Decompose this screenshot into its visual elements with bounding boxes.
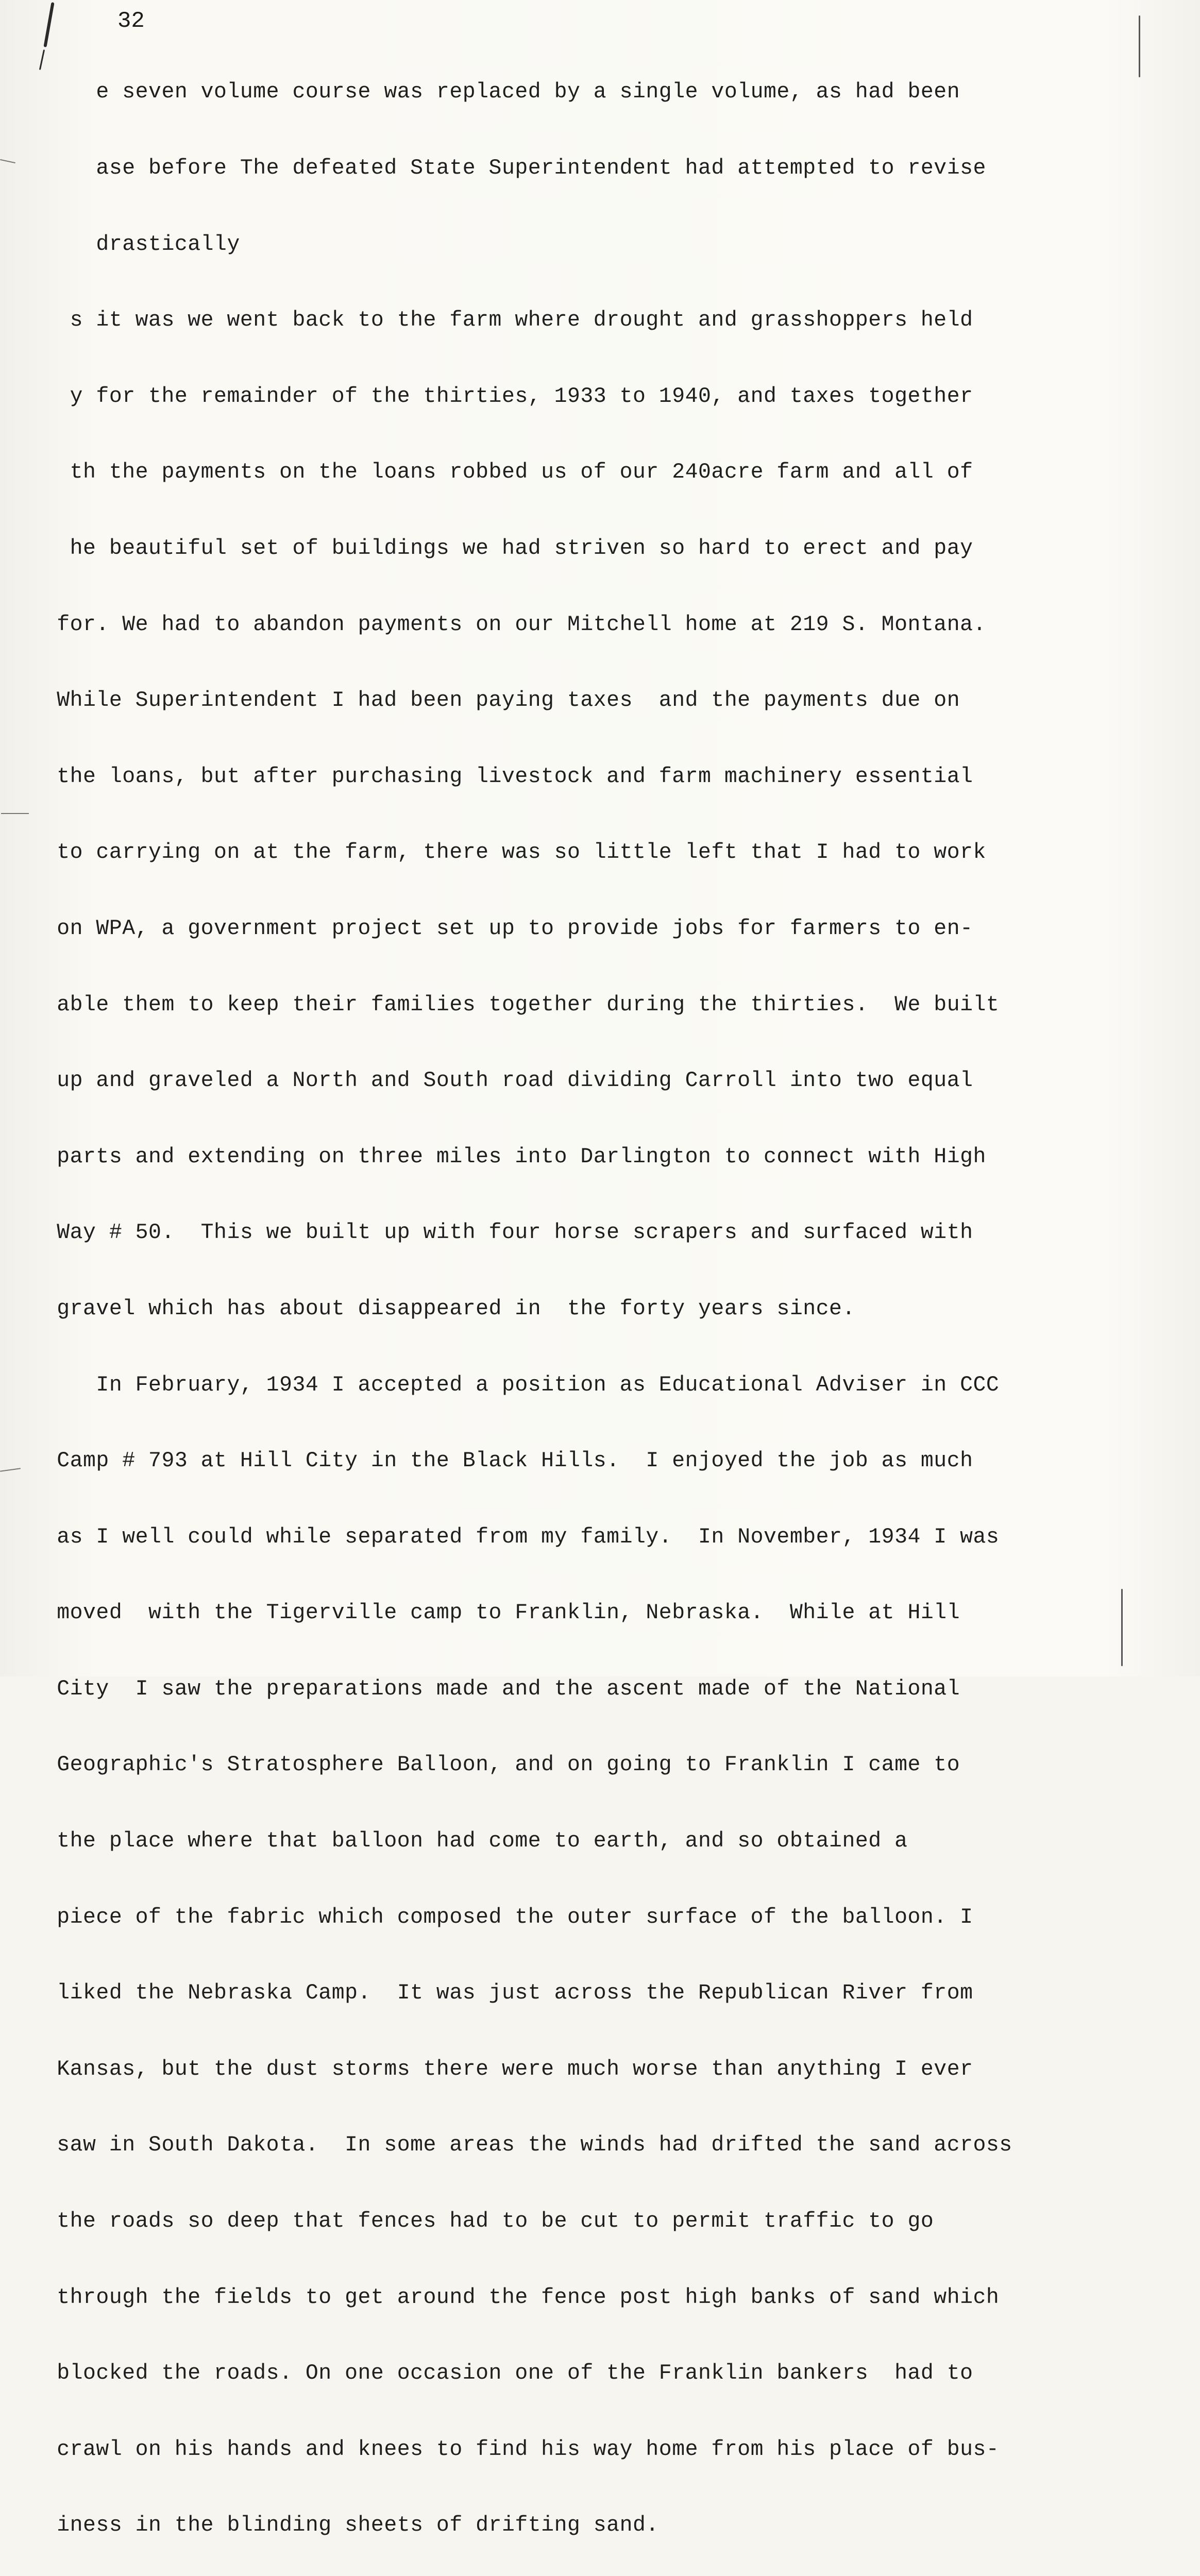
text-line: While Superintendent I had been paying taxes and the payments due on [18,688,960,713]
text-line: gravel which has about disappeared in the forty years since. [18,1296,855,1321]
text-line: as I well could while separated from my family. In November, 1934 I was [18,1524,1000,1549]
text-line: the place where that balloon had come to earth, and so obtained a [18,1829,908,1854]
text-line: parts and extending on three miles into Darlington to connect with High [18,1144,986,1169]
text-line: the loans, but after purchasing livestock and farm machinery essential [18,764,973,789]
text-line: ase before The defeated State Superintendent had attempted to revise [18,156,986,180]
text-line: s it was we went back to the farm where drought and grasshoppers held [18,308,973,333]
text-line: able them to keep their families together during the thirties. We built [18,992,1000,1017]
text-line: Way # 50. This we built up with four horse scrapers and surfaced with [18,1221,973,1245]
text-line: th the payments on the loans robbed us of our 240acre farm and all of [18,460,973,485]
text-line: crawl on his hands and knees to find his way home from his place of bus- [18,2437,1000,2462]
text-line: piece of the fabric which composed the outer surface of the balloon. I [18,1905,973,1929]
text-line: y for the remainder of the thirties, 1933 to 1940, and taxes together [18,384,973,409]
text-line: the roads so deep that fences had to be cut to permit traffic to go [18,2209,934,2234]
text-line: iness in the blinding sheets of drifting sand. [18,2513,659,2538]
text-line: saw in South Dakota. In some areas the winds had drifted the sand across [18,2133,1012,2158]
text-line: to carrying on at the farm, there was so little left that I had to work [18,840,986,865]
text-line: drastically [18,232,240,257]
text-line: blocked the roads. On one occasion one of the Franklin bankers had to [18,2361,973,2386]
body-text [18,29,1187,2576]
text-line: liked the Nebraska Camp. It was just across the Republican River from [18,1981,973,2006]
text-line: on WPA, a government project set up to provide jobs for farmers to en- [18,916,973,941]
margin-tick [0,159,15,163]
text-line: through the fields to get around the fence post high banks of sand which [18,2285,1000,2310]
text-line: moved with the Tigerville camp to Franklin, Nebraska. While at Hill [18,1601,960,1625]
text-line: he beautiful set of buildings we had striven so hard to erect and pay [18,536,973,561]
text-line: City I saw the preparations made and the ascent made of the National [18,1676,960,1701]
page-number: 32 [117,8,145,34]
text-line: e seven volume course was replaced by a single volume, as had been [18,80,960,105]
text-line: up and graveled a North and South road dividing Carroll into two equal [18,1069,973,1093]
text-line: Kansas, but the dust storms there were much worse than anything I ever [18,2057,973,2081]
text-line: Geographic's Stratosphere Balloon, and on going to Franklin I came to [18,1753,960,1777]
text-line: for. We had to abandon payments on our Mitchell home at 219 S. Montana. [18,612,986,637]
text-line: In February, 1934 I accepted a position as Educational Adviser in CCC [18,1372,1000,1397]
text-line: Camp # 793 at Hill City in the Black Hills. I enjoyed the job as much [18,1449,973,1473]
